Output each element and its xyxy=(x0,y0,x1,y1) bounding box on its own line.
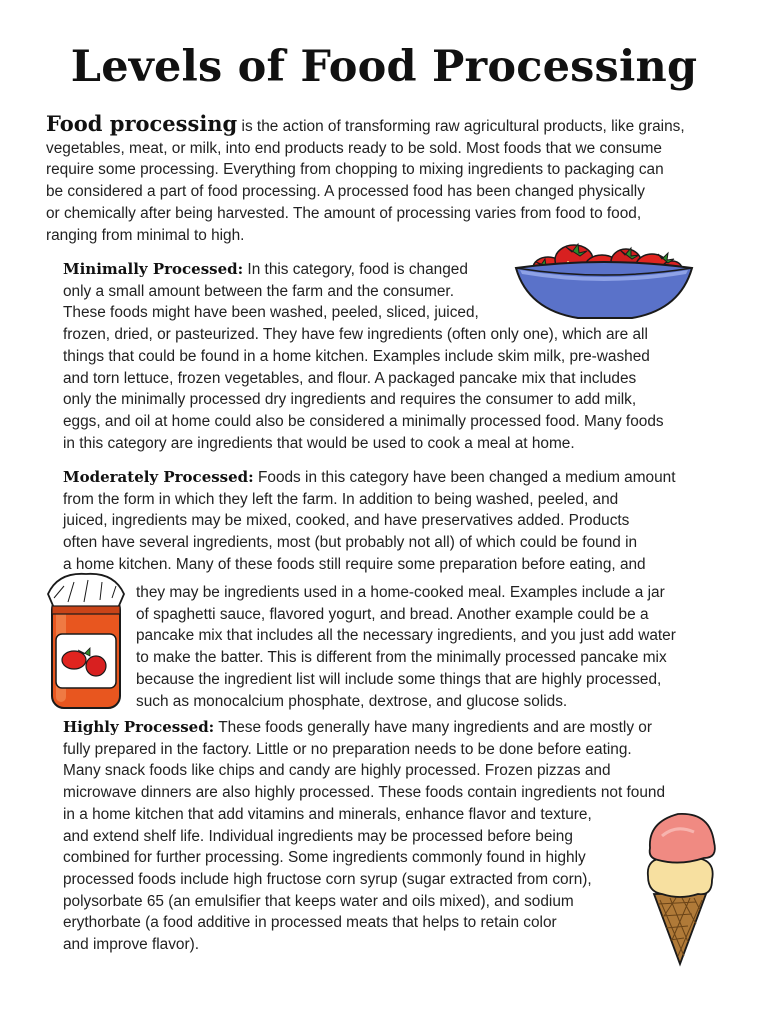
moderate-label: Moderately Processed: xyxy=(63,468,254,486)
high-line: polysorbate 65 (an emulsifier that keeps water and oils mixed), and sodium xyxy=(63,892,574,910)
minimal-label: Minimally Processed: xyxy=(63,260,244,278)
minimal-line: These foods might have been washed, peeled, sliced, juiced, xyxy=(63,304,479,322)
high-line: erythorbate (a food additive in processed meats that helps to retain color xyxy=(63,914,557,932)
high-label: Highly Processed: xyxy=(63,718,215,736)
intro-line: be considered a part of food processing. A processed food has been changed physically xyxy=(46,183,645,201)
moderate-section xyxy=(63,467,676,576)
intro-paragraph xyxy=(46,113,685,246)
high-line: and improve flavor). xyxy=(63,936,200,954)
intro-term: Food processing xyxy=(46,111,238,136)
moderate-line: such as monocalcium phosphate, dextrose, and glucose solids. xyxy=(136,692,568,710)
minimal-line: only the minimally processed dry ingredients and requires the consumer to add milk, xyxy=(63,391,637,409)
high-line: Highly Processed: These foods generally have many ingredients and are mostly or xyxy=(63,718,652,736)
high-section xyxy=(63,717,665,956)
intro-line: ranging from minimal to high. xyxy=(46,226,245,244)
moderate-line: Moderately Processed: Foods in this category have been changed a medium amount xyxy=(63,468,676,486)
high-line: microwave dinners are also highly processed. These foods contain ingredients not found xyxy=(63,784,666,802)
minimal-line: only a small amount between the farm and the consumer. xyxy=(63,282,454,300)
minimal-line: Minimally Processed: In this category, food is changed xyxy=(63,260,468,278)
intro-line: require some processing. Everything from chopping to mixing ingredients to packaging can xyxy=(46,161,664,179)
high-line: and extend shelf life. Individual ingredients may be processed before being xyxy=(63,827,573,845)
minimal-line: things that could be found in a home kitchen. Examples include skim milk, pre-washed xyxy=(63,347,650,365)
moderate-line: they may be ingredients used in a home-cooked meal. Examples include a jar xyxy=(136,584,665,601)
moderate-line: juiced, ingredients may be mixed, cooked, and have preservatives added. Products xyxy=(63,512,630,530)
page-title: Levels of Food Processing xyxy=(70,42,698,92)
intro-line: or chemically after being harvested. The amount of processing varies from food to food, xyxy=(46,204,642,222)
strawberry-bowl-icon xyxy=(512,240,696,329)
minimal-line: in this category are ingredients that would be used to cook a meal at home. xyxy=(63,434,575,452)
minimal-line: and torn lettuce, frozen vegetables, and flour. A packaged pancake mix that includes xyxy=(63,369,637,387)
jam-jar-icon xyxy=(44,568,128,719)
high-line: Many snack foods like chips and candy are highly processed. Frozen pizzas and xyxy=(63,762,611,780)
intro-line: Food processing is the action of transforming raw agricultural products, like grains, xyxy=(46,111,685,136)
moderate-line: pancake mix that includes all the necessary ingredients, and you just add water xyxy=(136,627,676,645)
moderate-line: a home kitchen. Many of these foods still require some preparation before eating, and xyxy=(63,555,646,573)
moderate-line: often have several ingredients, most (but probably not all) of which could be found in xyxy=(63,534,638,552)
moderate-line: of spaghetti sauce, flavored yogurt, and bread. Another example could be a xyxy=(136,605,649,623)
minimal-line: eggs, and oil at home could also be considered a minimally processed food. Many foods xyxy=(63,412,664,430)
moderate-line: from the form in which they left the farm. In addition to being washed, peeled, and xyxy=(63,490,619,508)
high-line: combined for further processing. Some ingredients commonly found in highly xyxy=(63,849,586,867)
moderate-line: because the ingredient list will include some things that are highly processed, xyxy=(136,670,662,688)
high-line: fully prepared in the factory. Little or no preparation needs to be done before eating. xyxy=(63,740,632,758)
intro-line: vegetables, meat, or milk, into end products ready to be sold. Most foods that we consume xyxy=(46,139,662,157)
minimal-line: frozen, dried, or pasteurized. They have few ingredients (often only one), which are all xyxy=(63,326,648,344)
moderate-section-wrapped xyxy=(136,582,676,712)
high-line: processed foods include high fructose corn syrup (sugar extracted from corn), xyxy=(63,870,592,888)
moderate-line: to make the batter. This is different from the minimally processed pancake mix xyxy=(136,649,667,667)
high-line: in a home kitchen that add vitamins and minerals, enhance flavor and texture, xyxy=(63,805,592,823)
ice-cream-cone-icon xyxy=(640,806,720,973)
